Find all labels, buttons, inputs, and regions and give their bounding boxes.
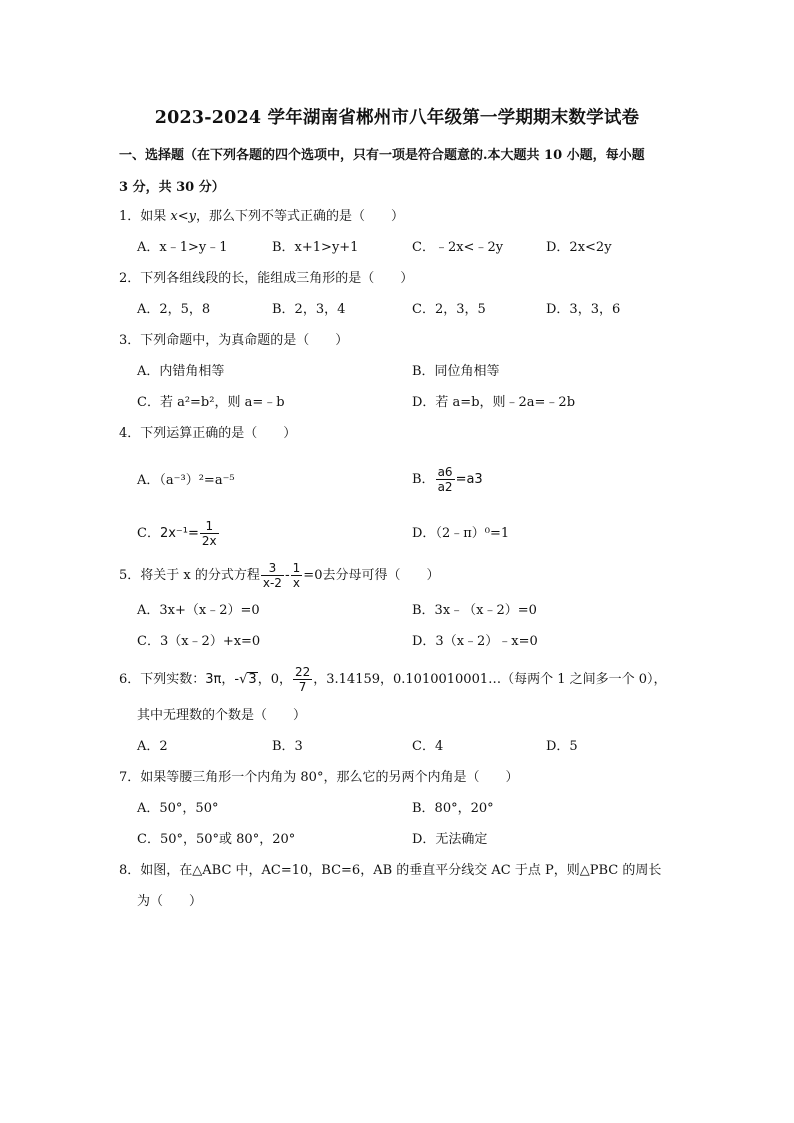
- q6-option-b: B．3: [272, 739, 303, 754]
- q6-option-d: D．5: [546, 739, 578, 754]
- q5-stem-part: =0去分母可得（ ）: [303, 568, 440, 583]
- q4-option-b: [412, 460, 483, 500]
- q4-c-numerator: 1: [205, 519, 214, 533]
- question-2-stem: 2．下列各组线段的长，能组成三角形的是（ ）: [119, 271, 414, 286]
- q1-option-d: D．2x<2y: [546, 240, 612, 255]
- section-heading-line1: 一、选择题（在下列各题的四个选项中，只有一项是符合题意的.本大题共 10 小题，每小题: [119, 148, 645, 163]
- q4-b-denominator: a2: [437, 480, 453, 494]
- q4-a-label: A．: [137, 473, 160, 488]
- q5-f1-numerator: 3: [268, 561, 277, 575]
- q3-option-d: D．若 a=b，则﹣2a=﹣2b: [412, 395, 576, 410]
- question-8-stem-line2: 为（ ）: [137, 894, 203, 909]
- q5-fraction-1: [261, 561, 284, 590]
- q6-sep: ，: [221, 672, 235, 687]
- q1-option-a: A．x﹣1>y﹣1: [137, 240, 228, 255]
- question-5-stem: [119, 556, 439, 596]
- q4-c-lhs: 2x⁻¹=: [159, 526, 199, 541]
- q4-d-label: D．: [412, 526, 436, 541]
- q6-pi: 3π: [205, 672, 222, 687]
- q4-option-c: [137, 514, 220, 554]
- radical-sign-icon: √: [239, 672, 248, 687]
- q4-b-fraction: [436, 465, 455, 494]
- q6-sep: ，0，: [257, 672, 292, 687]
- q2-option-c: C．2，3，5: [412, 302, 486, 317]
- q6-option-c: C．4: [412, 739, 444, 754]
- q4-c-fraction: [200, 519, 219, 548]
- q7-option-a: A．50°，50°: [137, 801, 219, 816]
- q6-stem-part: ，3.14159，0.1010010001…（每两个 1 之间多一个 0），: [313, 672, 667, 687]
- q7-option-d: D．无法确定: [412, 832, 488, 847]
- question-8-stem: 8．如图，在△ABC 中，AC=10，BC=6，AB 的垂直平分线交 AC 于点 P，则△PBC 的周长: [119, 863, 662, 878]
- question-6-stem: [119, 660, 667, 700]
- q6-fraction: [293, 665, 312, 694]
- q1-stem-part: ，那么下列不等式正确的是（ ）: [195, 209, 404, 224]
- q5-f2-denominator: x: [291, 575, 303, 590]
- q4-c-denominator: 2x: [201, 534, 217, 548]
- q6-stem-part: 6．下列实数：: [119, 672, 206, 687]
- page-title: 2023-2024 学年湖南省郴州市八年级第一学期期末数学试卷: [154, 108, 640, 128]
- q4-c-label: C．: [137, 526, 160, 541]
- q2-option-b: B．2，3，4: [272, 302, 346, 317]
- q3-option-c: C．若 a²=b²，则 a=﹣b: [137, 395, 285, 410]
- q1-option-b: B．x+1>y+1: [272, 240, 359, 255]
- section-heading-line2: 3 分，共 30 分）: [119, 180, 225, 195]
- q5-option-d: D．3（x﹣2）﹣x=0: [412, 634, 538, 649]
- q5-option-a: A．3x+（x﹣2）=0: [137, 603, 260, 618]
- q5-f2-numerator: 1: [292, 561, 301, 575]
- q5-minus: -: [284, 568, 290, 583]
- q7-option-b: B．80°，20°: [412, 801, 494, 816]
- q3-option-b: B．同位角相等: [412, 364, 500, 379]
- question-4-stem: 4．下列运算正确的是（ ）: [119, 426, 297, 441]
- q6-radicand: 3: [248, 672, 257, 687]
- q6-denominator: 7: [293, 679, 312, 694]
- question-6-stem-line2: 其中无理数的个数是（ ）: [137, 708, 307, 723]
- q4-b-numerator: a6: [437, 465, 453, 479]
- q1-stem-part: 1．如果: [119, 209, 171, 224]
- q4-option-a: [137, 471, 235, 491]
- q6-option-a: A．2: [137, 739, 168, 754]
- q5-stem-part: 5．将关于 x 的分式方程: [119, 568, 260, 583]
- q4-b-label: B．: [412, 472, 435, 487]
- q6-numerator: 22: [294, 665, 311, 679]
- q5-f1-denominator: x-2: [262, 576, 282, 590]
- q6-neg: -: [234, 672, 240, 687]
- q7-option-c: C．50°，50°或 80°，20°: [137, 832, 296, 847]
- q4-d-expr: （2﹣π）⁰=1: [435, 526, 510, 541]
- question-1-stem: [119, 207, 404, 227]
- q5-option-b: B．3x﹣（x﹣2）=0: [412, 603, 537, 618]
- q2-option-d: D．3，3，6: [546, 302, 621, 317]
- q4-a-expr: （a⁻³）²=a⁻⁵: [159, 473, 235, 488]
- q3-option-a: A．内错角相等: [137, 364, 225, 379]
- question-7-stem: 7．如果等腰三角形一个内角为 80°，那么它的另两个内角是（ ）: [119, 770, 519, 785]
- q2-option-a: A．2，5，8: [137, 302, 211, 317]
- q5-fraction-2: [291, 561, 303, 590]
- q5-option-c: C．3（x﹣2）+x=0: [137, 634, 261, 649]
- q4-option-d: [412, 524, 509, 544]
- q1-stem-math: x<y: [170, 209, 196, 224]
- question-3-stem: 3．下列命题中，为真命题的是（ ）: [119, 333, 349, 348]
- q4-b-rhs: =a3: [455, 472, 483, 487]
- q1-option-c: C．﹣2x<﹣2y: [412, 240, 504, 255]
